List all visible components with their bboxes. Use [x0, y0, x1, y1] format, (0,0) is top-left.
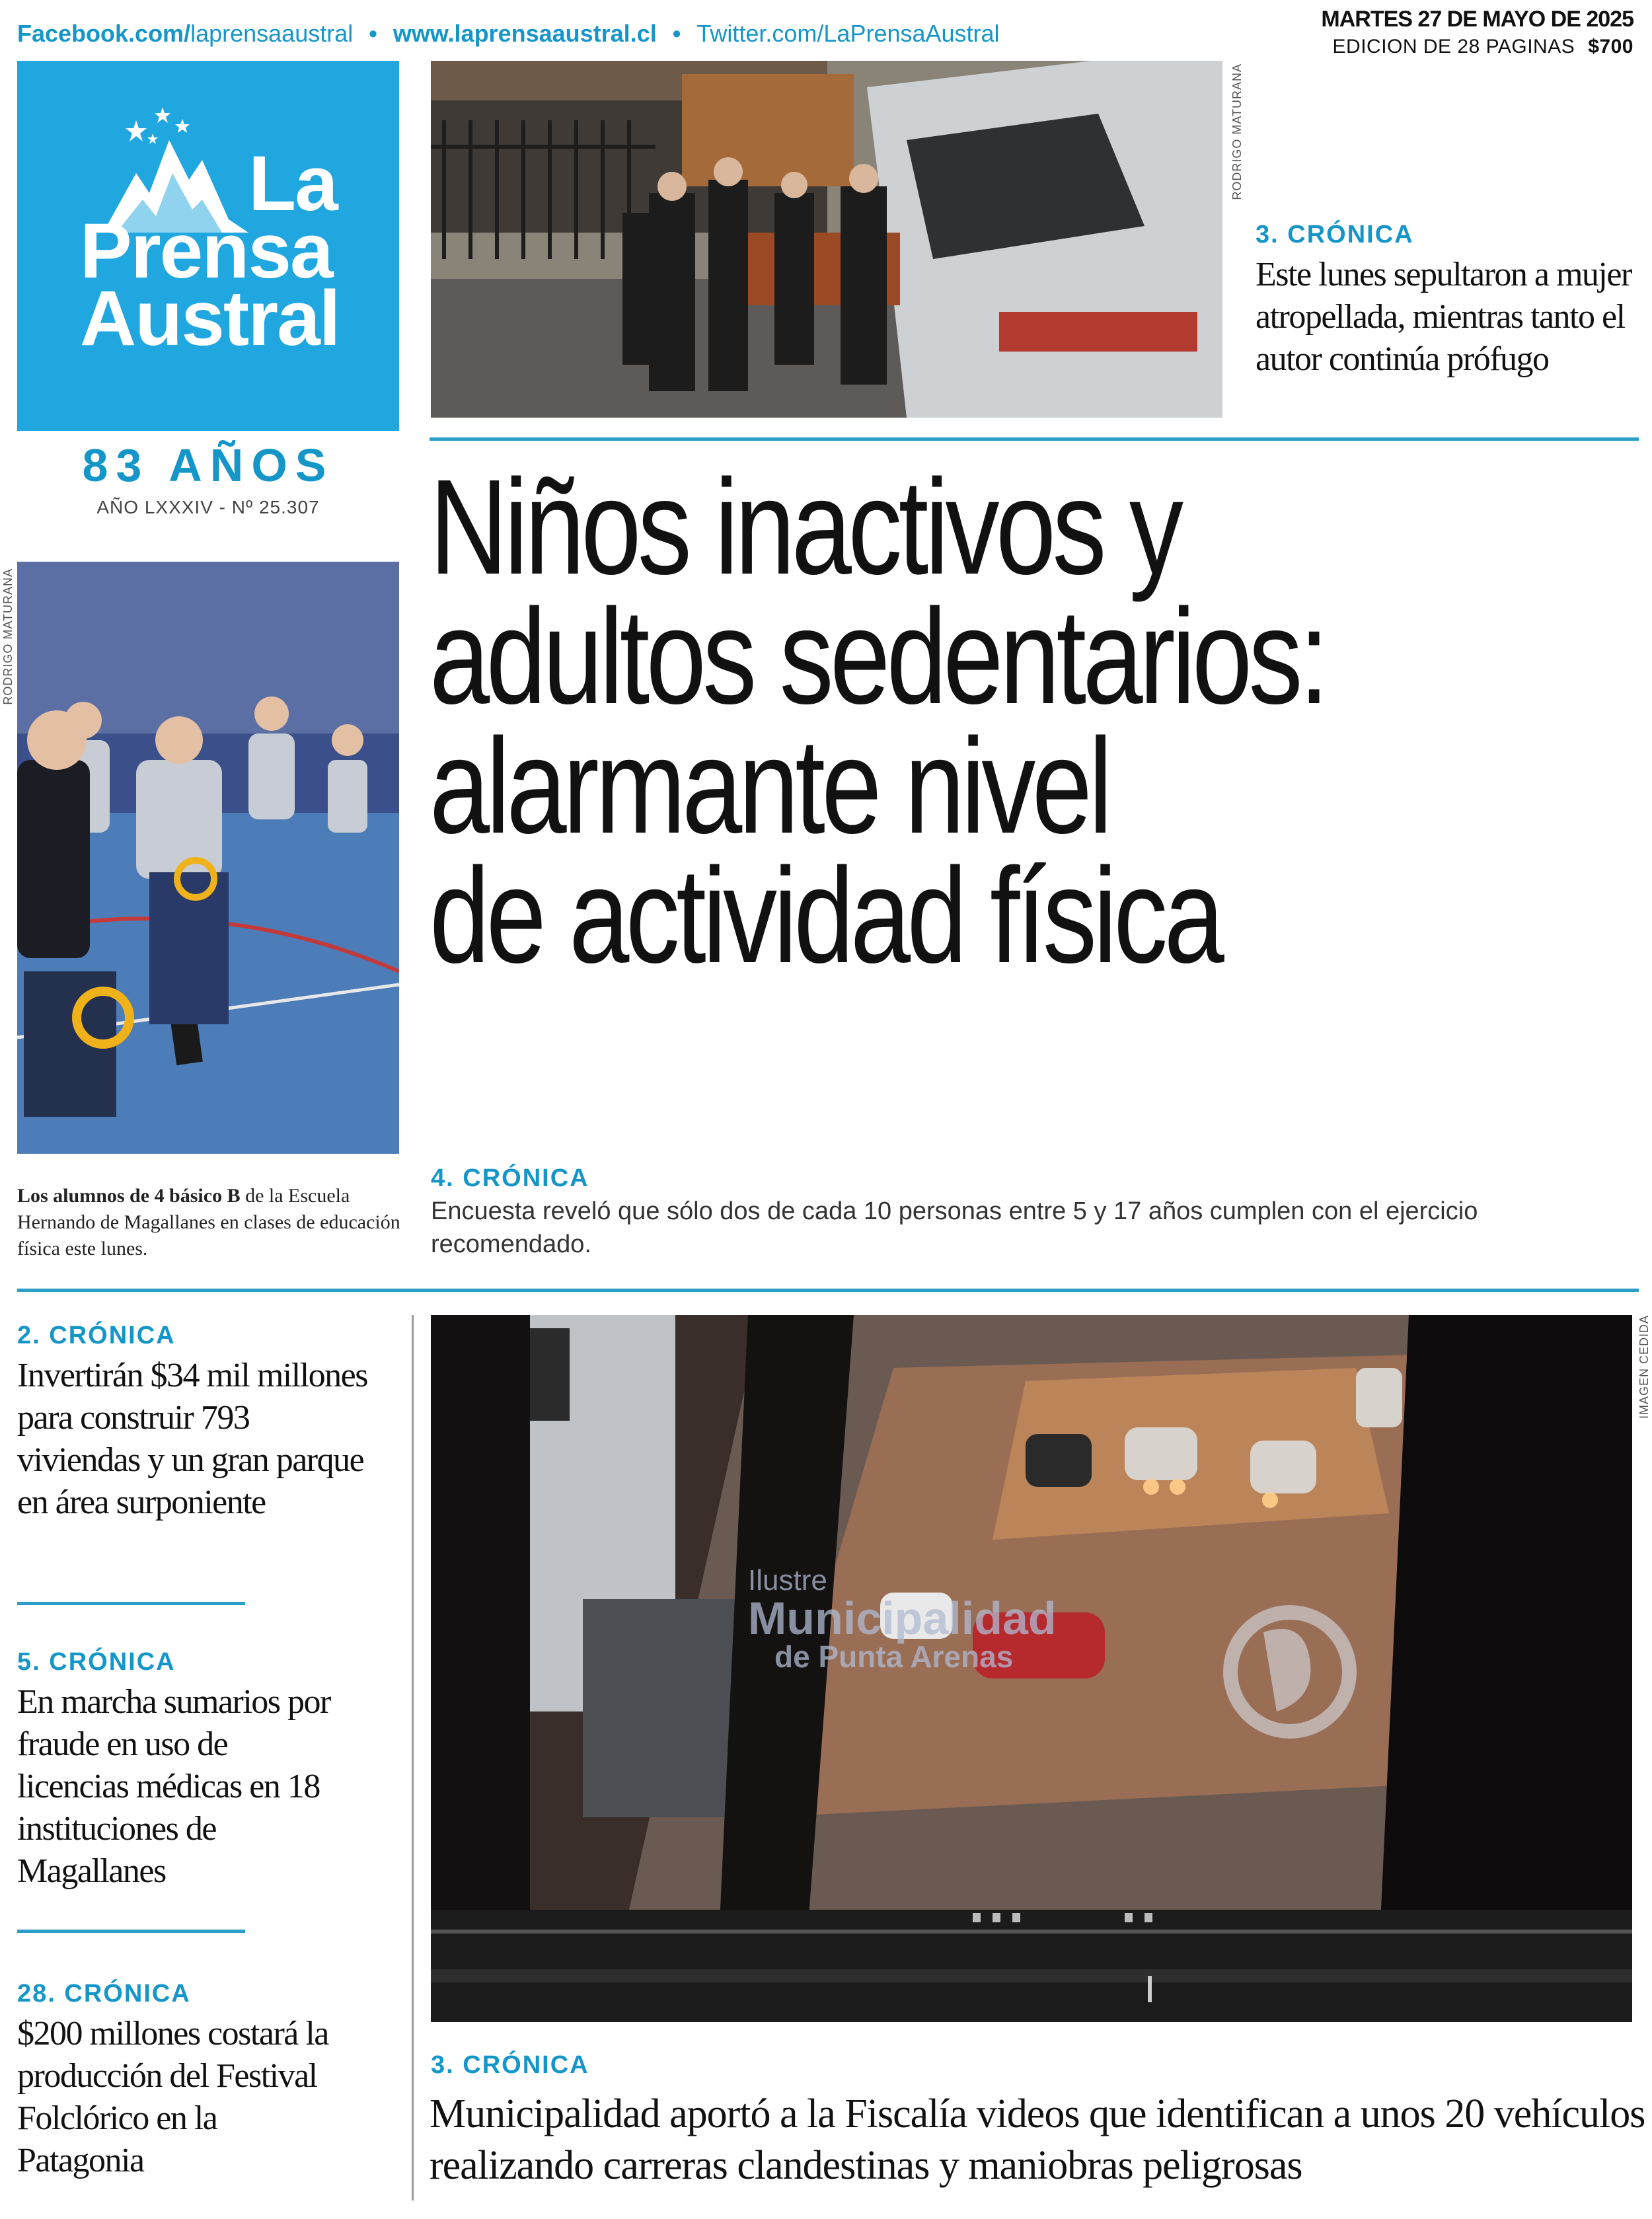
- website-link[interactable]: www.laprensaaustral.cl: [393, 20, 657, 47]
- social-links: [17, 20, 1000, 48]
- headline-line: Niños inactivos y: [430, 451, 1180, 603]
- divider: [430, 437, 1639, 441]
- bottom-story-headline[interactable]: Municipalidad aportó a la Fiscalía videos que identifican a unos 20 vehículos realizando carreras clandestinas y maniobras peligrosas: [430, 2091, 1645, 2188]
- top-story-headline[interactable]: Este lunes sepultaron a mujer atropellada, mientras tanto el autor continúa prófugo: [1256, 256, 1632, 378]
- funeral-image: [431, 61, 1222, 418]
- section-label: 3. CRÓNICA: [1256, 221, 1414, 248]
- section-label: 4. CRÓNICA: [431, 1164, 589, 1192]
- facebook-link[interactable]: Facebook.com/laprensaaustral: [17, 20, 354, 47]
- headline-line: de actividad física: [430, 840, 1221, 991]
- headline-line: adultos sedentarios:: [430, 581, 1326, 732]
- anniversary-label: 83 AÑOS: [82, 439, 334, 491]
- side-story-headline[interactable]: Invertirán $34 mil millones para construir 793 viviendas y un gran parque en área surponiente: [17, 1357, 367, 1521]
- issue-date: MARTES 27 DE MAYO DE 2025: [1321, 7, 1633, 32]
- separator: •: [369, 20, 377, 47]
- divider: [17, 1289, 1639, 1292]
- main-headline[interactable]: [430, 451, 1397, 991]
- side-story-headline[interactable]: En marcha sumarios por fraude en uso de licencias médicas en 18 instituciones de Magallanes: [17, 1683, 330, 1890]
- pe-class-photo[interactable]: [17, 562, 399, 1154]
- edition-pages: EDICION DE 28 PAGINAS: [1332, 36, 1575, 57]
- divider: [17, 1602, 245, 1605]
- photo-caption: Los alumnos de 4 básico B de la Escuela Hernando de Magallanes en clases de educación física este lunes.: [17, 1185, 400, 1260]
- edition-info: [1333, 36, 1633, 58]
- logo-wordmark: La Prensa Austral: [80, 140, 340, 362]
- headline-line: alarmante nivel: [430, 710, 1109, 862]
- twitter-link[interactable]: Twitter.com/LaPrensaAustral: [696, 20, 1000, 47]
- separator: •: [672, 20, 681, 47]
- surveillance-photo[interactable]: [431, 1315, 1632, 2022]
- section-label: 5. CRÓNICA: [17, 1648, 176, 1676]
- newspaper-logo[interactable]: [17, 61, 399, 431]
- photo-credit: RODRIGO MATURANA: [1230, 63, 1244, 200]
- funeral-photo[interactable]: [431, 61, 1222, 418]
- divider: [17, 1930, 245, 1933]
- photo-credit: IMAGEN CEDIDA: [1637, 1315, 1651, 1419]
- main-summary: Encuesta reveló que sólo dos de cada 10 personas entre 5 y 17 años cumplen con el ejercicio recomendado.: [431, 1197, 1478, 1258]
- section-label: 28. CRÓNICA: [17, 1980, 191, 2008]
- section-label: 2. CRÓNICA: [17, 1322, 176, 1349]
- photo-credit: RODRIGO MATURANA: [1, 568, 15, 705]
- side-story-headline[interactable]: $200 millones costará la producción del Festival Folclórico en la Patagonia: [17, 2015, 328, 2179]
- column-divider: [412, 1315, 414, 2200]
- issue-number: AÑO LXXXIV - Nº 25.307: [96, 497, 320, 517]
- price: $700: [1588, 36, 1633, 57]
- pe-class-image: [17, 562, 399, 1154]
- watermark-text: Ilustre Municipalidad de Punta Arenas: [748, 1564, 1057, 1674]
- section-label: 3. CRÓNICA: [431, 2051, 589, 2079]
